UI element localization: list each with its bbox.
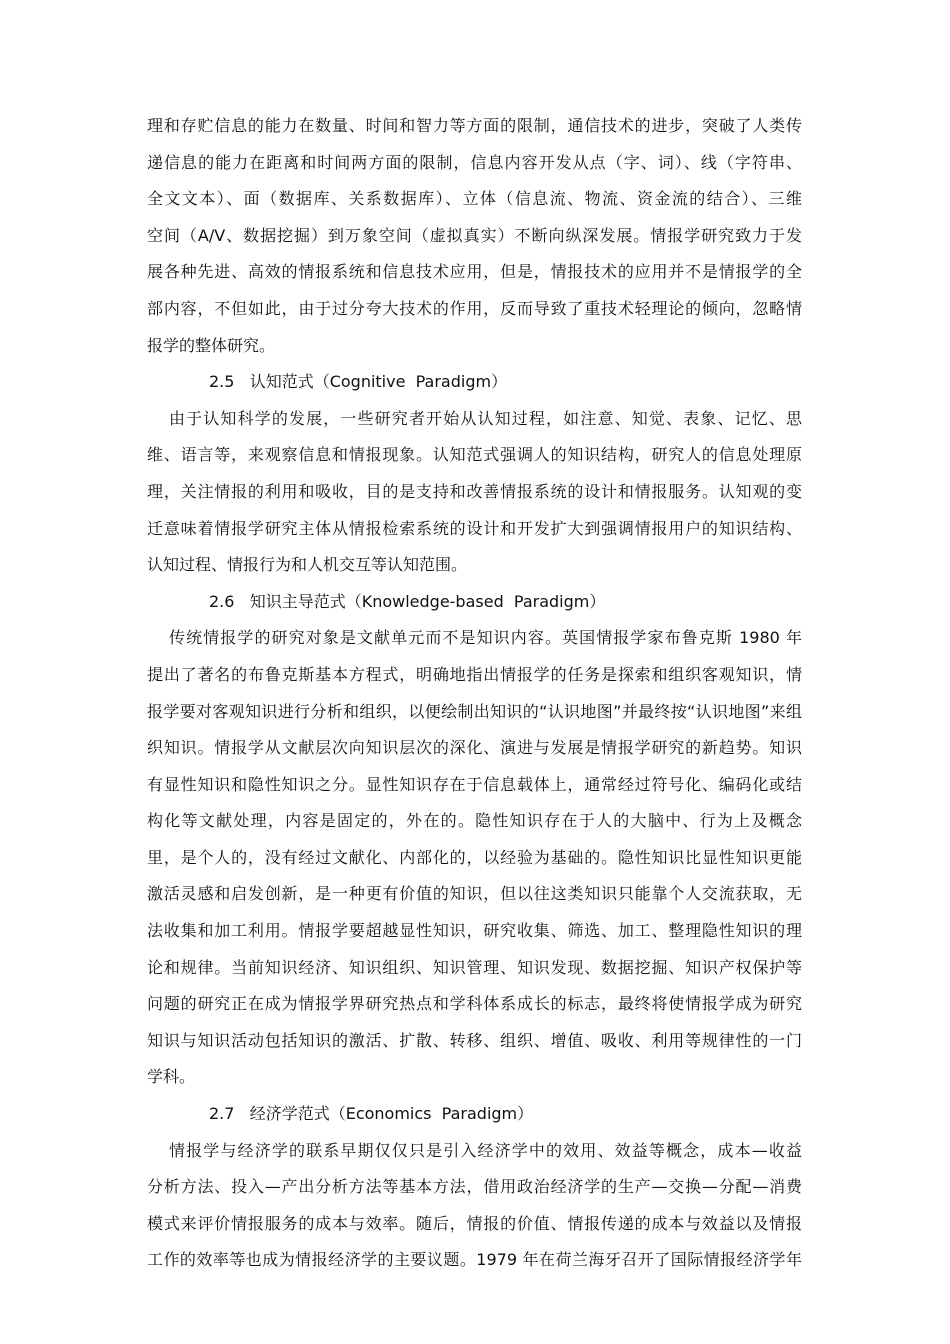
- text-line: 理，关注情报的利用和吸收，目的是支持和改善情报系统的设计和情报服务。认知观的变: [147, 481, 802, 501]
- text-line: 报学的整体研究。: [147, 335, 276, 355]
- section-heading-2-5: 2.5 认知范式（Cognitive Paradigm）: [209, 372, 508, 392]
- paragraph-2-6: [147, 620, 802, 1096]
- text-line: 激活灵感和启发创新，是一种更有价值的知识，但以往这类知识只能靠个人交流获取，无: [147, 884, 802, 904]
- text-line: 问题的研究正在成为情报学界研究热点和学科体系成长的标志，最终将使情报学成为研究: [147, 994, 802, 1014]
- document-body: [147, 108, 802, 1279]
- section-heading-2-6: 2.6 知识主导范式（Knowledge-based Paradigm）: [209, 591, 606, 611]
- text-line: 模式来评价情报服务的成本与效率。随后，情报的价值、情报传递的成本与效益以及情报: [147, 1213, 802, 1233]
- paragraph-2-7: [147, 1133, 802, 1279]
- text-line: 提出了著名的布鲁克斯基本方程式，明确地指出情报学的任务是探索和组织客观知识，情: [147, 664, 802, 684]
- paragraph-2-5: [147, 401, 802, 584]
- text-line: 展各种先进、高效的情报系统和信息技术应用，但是，情报技术的应用并不是情报学的全: [147, 262, 802, 282]
- text-line: 由于认知科学的发展，一些研究者开始从认知过程，如注意、知觉、表象、记忆、思: [169, 408, 802, 428]
- text-line: 法收集和加工利用。情报学要超越显性知识，研究收集、筛选、加工、整理隐性知识的理: [147, 921, 802, 941]
- intro-paragraph: [147, 108, 802, 364]
- text-line: 论和规律。当前知识经济、知识组织、知识管理、知识发现、数据挖掘、知识产权保护等: [147, 957, 802, 977]
- text-line: 认知过程、情报行为和人机交互等认知范围。: [147, 555, 468, 575]
- text-line: 知识与知识活动包括知识的激活、扩散、转移、组织、增值、吸收、利用等规律性的一门: [147, 1030, 802, 1050]
- text-line: 部内容，不但如此，由于过分夸大技术的作用，反而导致了重技术轻理论的倾向，忽略情: [147, 298, 802, 318]
- text-line: 里，是个人的，没有经过文献化、内部化的，以经验为基础的。隐性知识比显性知识更能: [147, 847, 802, 867]
- text-line: 维、语言等，来观察信息和情报现象。认知范式强调人的知识结构，研究人的信息处理原: [147, 445, 802, 465]
- text-line: 学科。: [147, 1067, 196, 1087]
- text-line: 工作的效率等也成为情报经济学的主要议题。1979 年在荷兰海牙召开了国际情报经济学年: [147, 1250, 802, 1270]
- section-heading-2-7: 2.7 经济学范式（Economics Paradigm）: [209, 1104, 534, 1124]
- text-line: 有显性知识和隐性知识之分。显性知识存在于信息载体上，通常经过符号化、编码化或结: [147, 774, 802, 794]
- text-line: 传统情报学的研究对象是文献单元而不是知识内容。英国情报学家布鲁克斯 1980 年: [169, 628, 802, 648]
- text-line: 迁意味着情报学研究主体从情报检索系统的设计和开发扩大到强调情报用户的知识结构、: [147, 518, 802, 538]
- text-line: 报学要对客观知识进行分析和组织，以便绘制出知识的“认识地图”并最终按“认识地图”来组: [147, 701, 802, 721]
- text-line: 全文文本）、面（数据库、关系数据库）、立体（信息流、物流、资金流的结合）、三维: [147, 189, 802, 209]
- text-line: 织知识。情报学从文献层次向知识层次的深化、演进与发展是情报学研究的新趋势。知识: [147, 738, 802, 758]
- text-line: 情报学与经济学的联系早期仅仅只是引入经济学中的效用、效益等概念，成本—收益: [169, 1140, 802, 1160]
- text-line: 空间（A/V、数据挖掘）到万象空间（虚拟真实）不断向纵深发展。情报学研究致力于发: [147, 225, 802, 245]
- text-line: 理和存贮信息的能力在数量、时间和智力等方面的限制，通信技术的进步，突破了人类传: [147, 116, 802, 135]
- text-line: 构化等文献处理，内容是固定的，外在的。隐性知识存在于人的大脑中、行为上及概念: [147, 811, 802, 831]
- text-line: 递信息的能力在距离和时间两方面的限制，信息内容开发从点（字、词）、线（字符串、: [147, 152, 802, 172]
- text-line: 分析方法、投入—产出分析方法等基本方法，借用政治经济学的生产—交换—分配—消费: [147, 1177, 802, 1197]
